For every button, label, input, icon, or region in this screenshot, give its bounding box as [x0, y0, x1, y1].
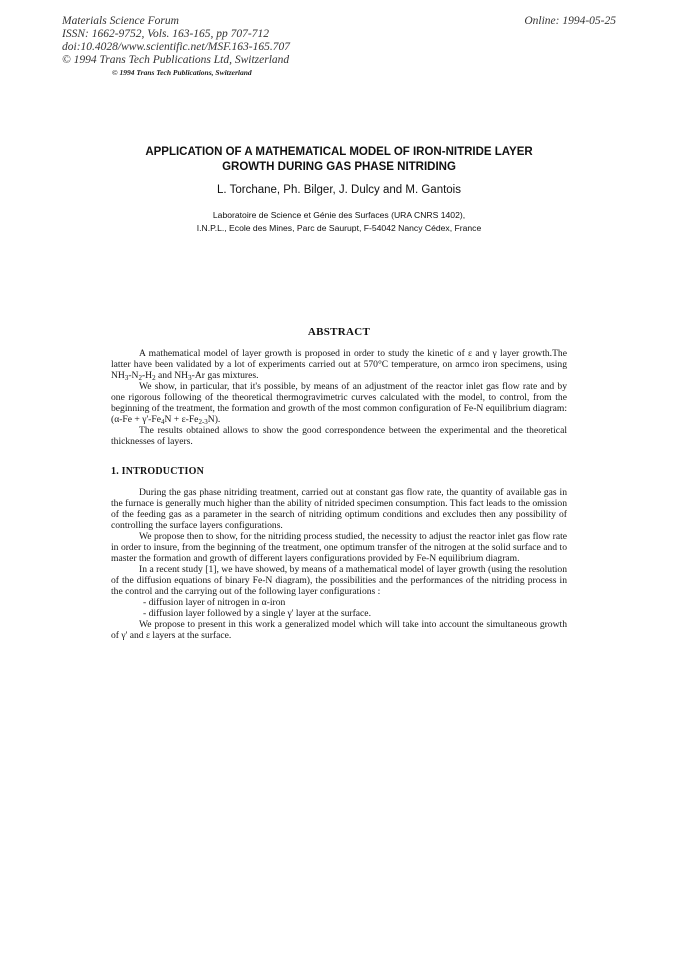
- intro-paragraph-1: During the gas phase nitriding treatment, carried out at constant gas flow rate, the quantity of available gas in the furnace is generally much higher than the ability of nitrided specimen consumption. This fact leads to the omission of the feeding gas as a parameter in the search of nitriding optimum conditions and excludes then any possibility of controlling the surface layers configurations.: [111, 487, 567, 531]
- title-line-2: GROWTH DURING GAS PHASE NITRIDING: [222, 161, 456, 173]
- issn-line: ISSN: 1662-9752, Vols. 163-165, pp 707-712: [62, 28, 269, 40]
- affiliation-line-2: I.N.P.L., Ecole des Mines, Parc de Saurupt, F-54042 Nancy Cédex, France: [196, 223, 482, 233]
- title-line-1: APPLICATION OF A MATHEMATICAL MODEL OF IRON-NITRIDE LAYER: [145, 146, 533, 158]
- introduction-heading: 1. INTRODUCTION: [111, 466, 205, 477]
- online-date: Online: 1994-05-25: [524, 15, 616, 27]
- affiliation: [90, 209, 588, 235]
- abstract-heading: ABSTRACT: [307, 326, 371, 338]
- intro-paragraph-4: We propose to present in this work a generalized model which will take into account the simultaneous growth of γ' and ε layers at the surface.: [111, 619, 567, 641]
- doi-line: doi:10.4028/www.scientific.net/MSF.163-165.707: [62, 41, 290, 53]
- journal-header: [62, 15, 290, 79]
- intro-paragraph-2: We propose then to show, for the nitriding process studied, the necessity to adjust the reactor inlet gas flow rate in order to insure, from the beginning of the treatment, one optimum transfer of the nitrogen at the solid surface and to master the formation and growth of different layers configurations provided by Fe-N equilibrium diagram.: [111, 531, 567, 564]
- copyright-small: © 1994 Trans Tech Publications, Switzerland: [112, 68, 252, 77]
- intro-paragraph-3: In a recent study [1], we have showed, by means of a mathematical model of layer growth (using the resolution of the diffusion equations of binary Fe-N diagram), the possibilities and the performances of the nitriding process in the control and the carrying out of the following layer configurations :: [111, 564, 567, 597]
- list-item: - diffusion layer of nitrogen in α-iron: [143, 597, 286, 608]
- journal-name: Materials Science Forum: [62, 15, 179, 27]
- abstract-text: [111, 348, 567, 447]
- abstract-paragraph-1: A mathematical model of layer growth is proposed in order to study the kinetic of ε and γ layer growth.The latter have been validated by a lot of experiments carried out at 570°C temperature, on armco iron specimens, using $NH_3-N_2-H_2$ and $NH_3-Ar$ gas mixtures.: [111, 348, 567, 382]
- list-item: - diffusion layer followed by a single γ' layer at the surface.: [143, 608, 371, 619]
- introduction-text: [111, 487, 567, 641]
- abstract-paragraph-3: The results obtained allows to show the good correspondence between the experimental and the theoretical thicknesses of layers.: [111, 425, 567, 447]
- authors: L. Torchane, Ph. Bilger, J. Dulcy and M. Gantois: [217, 184, 461, 196]
- paper-title: [100, 145, 578, 175]
- copyright-line: © 1994 Trans Tech Publications Ltd, Switzerland: [62, 54, 290, 66]
- affiliation-line-1: Laboratoire de Science et Génie des Surfaces (URA CNRS 1402),: [212, 210, 466, 220]
- abstract-paragraph-2: We show, in particular, that it's possible, by means of an adjustment of the reactor inlet gas flow rate and by one rigorous following of the theoretical thermogravimetric curves calculated with the model, to control, from the beginning of the treatment, the formation and growth of the most common configuration of Fe-N equilibrium diagram: $(\alpha-Fe + \gamma'-Fe_4N + \varepsilon-Fe_{2-3}N)$.: [111, 381, 567, 426]
